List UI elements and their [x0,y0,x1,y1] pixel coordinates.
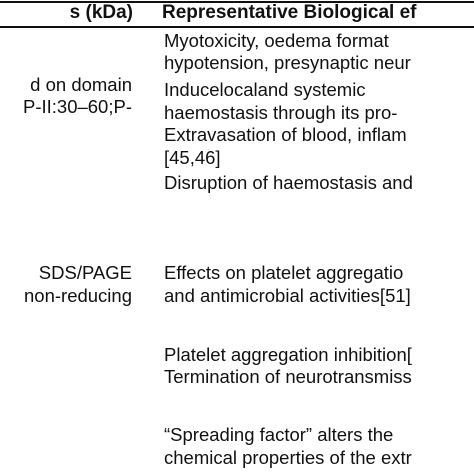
size-cell-sds-page: SDS/PAGE [38,262,132,283]
effect-line: haemostasis through its pro- [164,102,398,123]
effect-line: Effects on platelet aggregatio [164,262,404,283]
effect-line: Platelet aggregation inhibition[ [164,344,412,365]
effect-line: Inducelocaland systemic [164,79,366,100]
header-rule [0,26,474,28]
effect-line: Termination of neurotransmiss [164,366,412,387]
column-header-size: s (kDa) [69,2,133,23]
column-header-biological-effects: Representative Biological ef [162,2,417,23]
effect-line: Extravasation of blood, inflam [164,124,407,145]
effect-line: hypotension, presynaptic neur [164,52,411,73]
effect-line: [45,46] [164,147,221,168]
effect-line: chemical properties of the extr [164,447,412,468]
size-cell-p-ii: P-II:30–60;P- [22,96,132,117]
effect-line: Disruption of haemostasis and [164,172,413,193]
effect-line: Myotoxicity, oedema format [164,30,389,51]
size-cell-non-reducing: non-reducing [24,285,132,306]
effect-line: “Spreading factor” alters the [164,424,394,445]
size-cell-domain: d on domain [30,74,132,95]
effect-line: and antimicrobial activities[51] [164,285,411,306]
